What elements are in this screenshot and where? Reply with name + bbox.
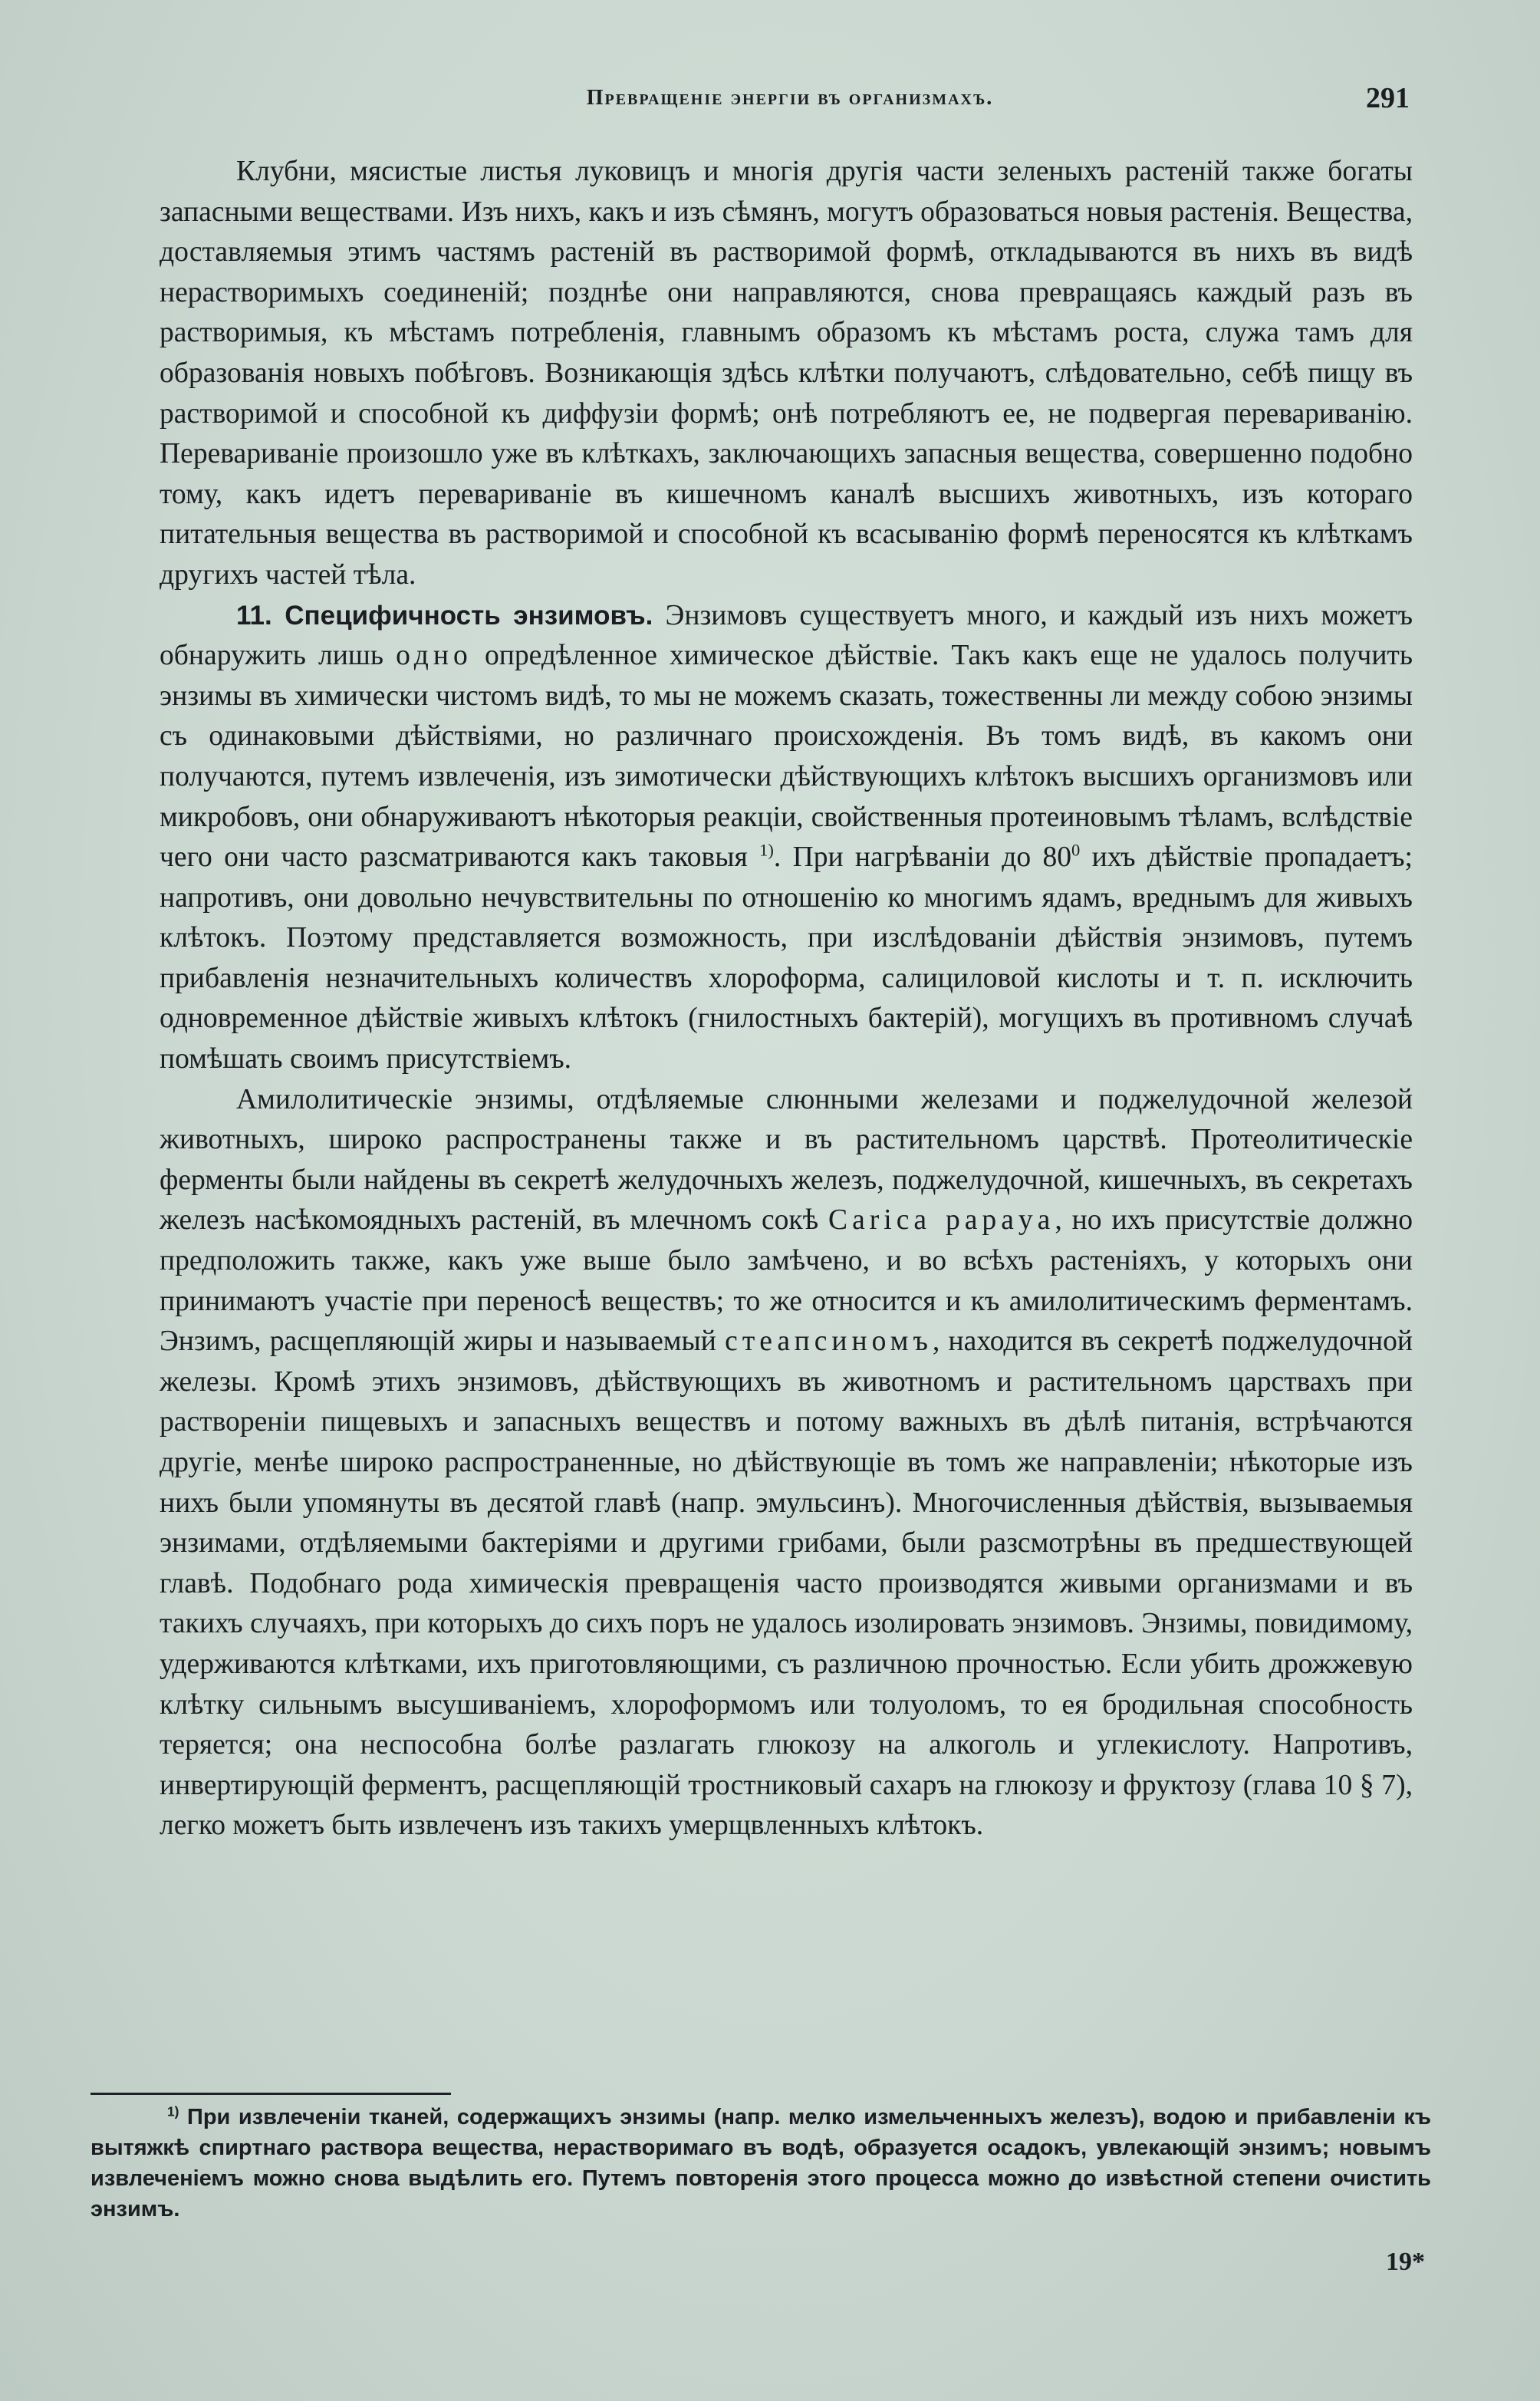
- footnote-text: При извлеченіи тканей, содержащихъ энзимы (напр. мелко измельченныхъ железъ), водою и прибавленіи къ вытяжкѣ спиртнаго раствора вещества, нерастворимаго въ водѣ, образуется осадокъ, увлекающій энзимъ; новымъ извлеченіемъ можно снова выдѣлить его. Путемъ повторенія этого процесса можно до извѣстной степени очистить энзимъ.: [90, 2105, 1431, 2222]
- paragraph-enzyme-specificity: [160, 596, 1413, 1080]
- footnote-rule: [90, 2093, 451, 2095]
- body-text: [160, 152, 1413, 1846]
- species-name: Carica papaya: [828, 1204, 1055, 1237]
- paragraph-text: , но ихъ присутствіе должно предположить также, какъ уже выше было замѣчено, и во всѣхъ растеніяхъ, у которыхъ они принимаютъ участіе при переносѣ веществъ; то же относится и къ амилолитическимъ ферментамъ. Энзимъ, расщепляющій жиры и называемый: [160, 1204, 1413, 1358]
- degree-superscript: 0: [1071, 840, 1081, 860]
- paragraph-text: , находится въ секретѣ поджелудочной железы. Кромѣ этихъ энзимовъ, дѣйствующихъ въ животномъ и растительномъ царствахъ при раствореніи пищевыхъ и запасныхъ веществъ и потому важныхъ въ дѣлѣ питанія, встрѣчаются другіе, менѣе широко распространенные, но дѣйствующіе въ томъ же направленіи; нѣкоторые изъ нихъ были упомянуты въ десятой главѣ (напр. эмульсинъ). Многочисленныя дѣйствія, вызываемыя энзимами, отдѣляемыми бактеріями и другими грибами, были разсмотрѣны въ предшествующей главѣ. Подобнаго рода химическія превращенія часто производятся живыми организмами и въ такихъ случаяхъ, при которыхъ до сихъ поръ не удалось изолировать энзимовъ. Энзимы, повидимому, удерживаются клѣтками, ихъ приготовляющими, съ различною прочностью. Если убить дрожжевую клѣтку сильнымъ высушиваніемъ, хлороформомъ или толуоломъ, то ея бродильная способность теряется; она неспособна болѣе разлагать глюкозу на алкоголь и углекислоту. Напротивъ, инвертирующій ферментъ, расщепляющій тростниковый сахаръ на глюкозу и фруктозу (глава 10 § 7), легко можетъ быть извлеченъ изъ такихъ умерщвленныхъ клѣтокъ.: [160, 1326, 1413, 1842]
- paragraph-text: опредѣленное химическое дѣйствіе. Такъ какъ еще не удалось получить энзимы въ химически чистомъ видѣ, то мы не можемъ сказать, тожественны ли между собою энзимы съ одинаковыми дѣйствіями, но различнаго происхожденія. Въ томъ видѣ, въ какомъ они получаются, путемъ извлеченія, изъ зимотически дѣйствующихъ клѣтокъ высшихъ организмовъ или микробовъ, они обнаруживаютъ нѣкоторыя реакціи, свойственныя протеиновымъ тѣламъ, вслѣдствіе чего они часто разсматриваются какъ таковыя: [160, 640, 1413, 874]
- emphasis-text: стеапсиномъ: [725, 1326, 933, 1358]
- footnote-reference: 1): [759, 840, 774, 860]
- paragraph-tubers: [160, 152, 1413, 596]
- paragraph-text: Энзимовъ существуетъ много, и каждый изъ нихъ можетъ обнаружить лишь: [160, 599, 1413, 672]
- page-number: 291: [1366, 82, 1410, 114]
- section-heading: 11. Специфичность энзимовъ.: [236, 600, 653, 631]
- running-title: Превращеніе энергіи въ организмахъ.: [586, 86, 994, 110]
- paragraph-text: Амилолитическіе энзимы, отдѣляемые слюнными железами и поджелудочной железой животныхъ, широко распространены также и въ растительномъ царствѣ. Протеолитическіе ферменты были найдены въ секретѣ желудочныхъ железъ, поджелудочной, кишечныхъ, въ секретахъ железъ насѣкомоядныхъ растеній, въ млечномъ сокѣ: [160, 1083, 1413, 1237]
- paragraph-amylolytic: [160, 1080, 1413, 1846]
- emphasis-text: одно: [396, 640, 472, 672]
- paragraph-text: . При нагрѣваніи до 80: [773, 842, 1072, 874]
- paragraph-tubers-text: Клубни, мясистые листья луковицъ и многія другія части зеленыхъ растеній также богаты запасными веществами. Изъ нихъ, какъ и изъ сѣмянъ, могутъ образоваться новыя растенія. Вещества, доставляемыя этимъ частямъ растеній въ растворимой формѣ, откладываются въ нихъ въ видѣ нерастворимыхъ соединеній; позднѣе они направляются, снова превращаясь каждый разъ въ растворимыя, къ мѣстамъ потребленія, главнымъ образомъ къ мѣстамъ роста, служа тамъ для образованія новыхъ побѣговъ. Возникающія здѣсь клѣтки получаютъ, слѣдовательно, себѣ пищу въ растворимой и способной къ диффузіи формѣ; онѣ потребляютъ ее, не подвергая перевариванію. Перевариваніе произошло уже въ клѣткахъ, заключающихъ запасныя вещества, совершенно подобно тому, какъ идетъ перевариваніе въ кишечномъ каналѣ высшихъ животныхъ, изъ котораго питательныя вещества въ растворимой и способной къ всасыванію формѣ переносятся къ клѣткамъ другихъ частей тѣла.: [160, 156, 1413, 591]
- paragraph-text: ихъ дѣйствіе пропадаетъ; напротивъ, они довольно нечувствительны по отношенію ко многимъ ядамъ, вреднымъ для живыхъ клѣтокъ. Поэтому представляется возможность, при изслѣдованіи дѣйствія энзимовъ, путемъ прибавленія незначительныхъ количествъ хлороформа, салициловой кислоты и т. п. исключить одновременное дѣйствіе живыхъ клѣтокъ (гнилостныхъ бактерій), могущихъ въ противномъ случаѣ помѣшать своимъ присутствіемъ.: [160, 842, 1413, 1075]
- signature-mark: 19*: [1386, 2248, 1425, 2276]
- footnote-marker: 1): [167, 2103, 179, 2119]
- page-header: [161, 82, 1419, 132]
- footnote: [90, 2102, 1431, 2225]
- footnote-paragraph: [90, 2102, 1431, 2225]
